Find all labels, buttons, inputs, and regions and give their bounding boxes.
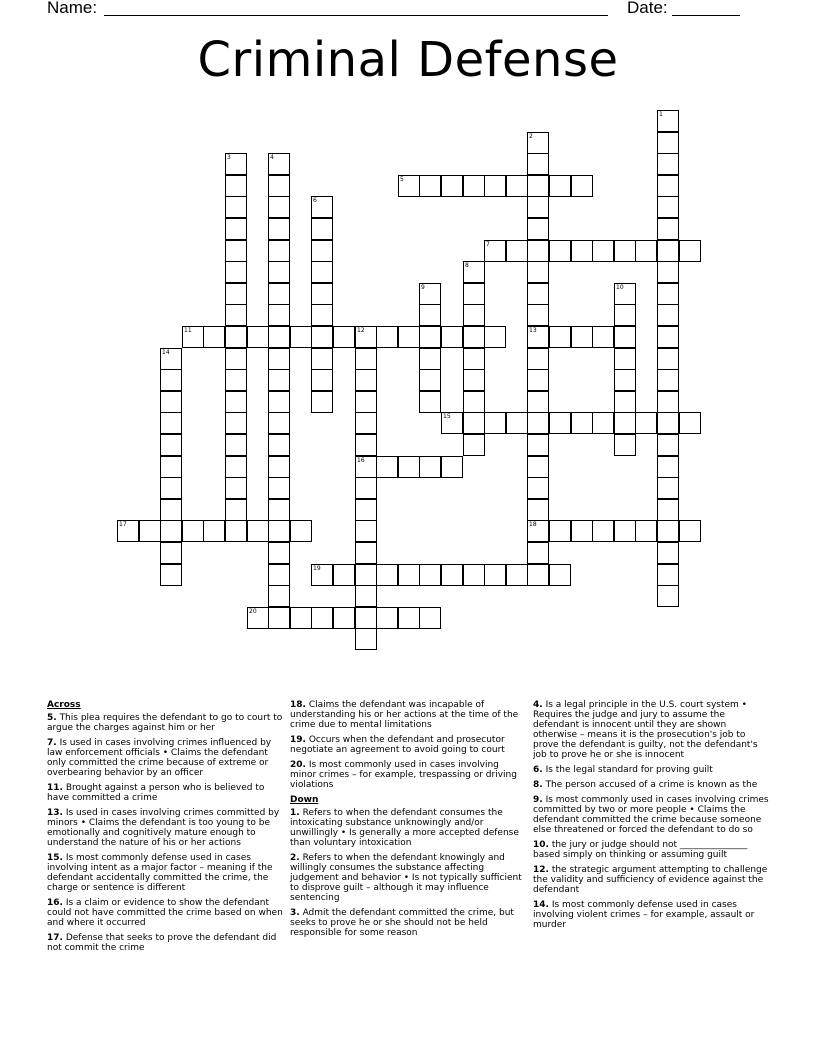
clue-number: 10 (616, 284, 624, 291)
crossword-cell[interactable] (527, 304, 549, 326)
crossword-cell[interactable] (527, 132, 549, 154)
clue-down-8: 8. The person accused of a crime is known as the (533, 780, 758, 790)
crossword-cell[interactable] (549, 520, 571, 542)
crossword-cell[interactable] (506, 240, 528, 262)
crossword-cell[interactable] (268, 240, 290, 262)
crossword-cell[interactable] (635, 520, 657, 542)
crossword-cell[interactable] (160, 391, 182, 413)
crossword-cell[interactable] (657, 175, 679, 197)
crossword-cell[interactable] (225, 218, 247, 240)
crossword-cell[interactable] (268, 607, 290, 629)
crossword-cell[interactable] (398, 456, 420, 478)
crossword-cell[interactable] (527, 326, 549, 348)
crossword-cell[interactable] (333, 326, 355, 348)
crossword-cell[interactable] (527, 564, 549, 586)
crossword-cell[interactable] (549, 175, 571, 197)
crossword-cell[interactable] (614, 348, 636, 370)
crossword-cell[interactable] (549, 326, 571, 348)
crossword-cell[interactable] (247, 520, 269, 542)
crossword-cell[interactable] (355, 564, 377, 586)
crossword-cell[interactable] (463, 283, 485, 305)
crossword-cell[interactable] (527, 153, 549, 175)
crossword-cell[interactable] (441, 564, 463, 586)
crossword-cell[interactable] (268, 218, 290, 240)
crossword-cell[interactable] (117, 520, 139, 542)
crossword-cell[interactable] (290, 520, 312, 542)
crossword-cell[interactable] (527, 499, 549, 521)
crossword-cell[interactable] (268, 542, 290, 564)
crossword-cell[interactable] (463, 304, 485, 326)
crossword-cell[interactable] (592, 412, 614, 434)
crossword-cell[interactable] (614, 240, 636, 262)
crossword-cell[interactable] (527, 412, 549, 434)
crossword-cell[interactable] (139, 520, 161, 542)
crossword-cell[interactable] (527, 283, 549, 305)
crossword-cell[interactable] (419, 607, 441, 629)
clue-number: 1 (659, 111, 663, 118)
clue-across-17: 17. Defense that seeks to prove the defendant did not commit the crime (47, 933, 277, 953)
crossword-cell[interactable] (657, 542, 679, 564)
crossword-cell[interactable] (290, 607, 312, 629)
clue-number: 2 (529, 133, 533, 140)
crossword-cell[interactable] (355, 391, 377, 413)
crossword-cell[interactable] (657, 499, 679, 521)
crossword-cell[interactable] (614, 391, 636, 413)
crossword-cell[interactable] (268, 520, 290, 542)
crossword-cell[interactable] (441, 326, 463, 348)
crossword-cell[interactable] (355, 369, 377, 391)
crossword-cell[interactable] (614, 412, 636, 434)
crossword-cell[interactable] (571, 175, 593, 197)
clue-across-5: 5. This plea requires the defendant to go to court to argue the charges against him or her (47, 713, 283, 733)
crossword-cell[interactable] (268, 585, 290, 607)
crossword-cell[interactable] (160, 564, 182, 586)
crossword-cell[interactable] (182, 326, 204, 348)
crossword-cell[interactable] (225, 434, 247, 456)
clue-down-14: 14. Is most commonly defense used in cases involving violent crimes – for example, assault or murder (533, 900, 755, 930)
crossword-cell[interactable] (311, 261, 333, 283)
crossword-cell[interactable] (463, 391, 485, 413)
crossword-cell[interactable] (527, 261, 549, 283)
crossword-cell[interactable] (657, 456, 679, 478)
crossword-cell[interactable] (160, 499, 182, 521)
crossword-cell[interactable] (441, 412, 463, 434)
clue-number: 3 (227, 154, 231, 161)
crossword-cell[interactable] (527, 434, 549, 456)
clue-across-16: 16. Is a claim or evidence to show the defendant could not have committed the crime based on when and where it occurred (47, 898, 283, 928)
crossword-cell[interactable] (311, 218, 333, 240)
crossword-cell[interactable] (225, 456, 247, 478)
name-label: Name: (47, 0, 98, 17)
crossword-cell[interactable] (268, 283, 290, 305)
crossword-cell[interactable] (657, 218, 679, 240)
crossword-cell[interactable] (419, 369, 441, 391)
crossword-cell[interactable] (657, 412, 679, 434)
crossword-cell[interactable] (527, 240, 549, 262)
crossword-cell[interactable] (268, 153, 290, 175)
clue-number: 5 (400, 176, 404, 183)
clue-across-20: 20. Is most commonly used in cases involving minor crimes – for example, trespassing or driving violations (290, 760, 517, 790)
down-heading: Down (290, 795, 319, 805)
crossword-cell[interactable] (355, 456, 377, 478)
crossword-cell[interactable] (463, 348, 485, 370)
crossword-cell[interactable] (355, 499, 377, 521)
crossword-cell[interactable] (225, 196, 247, 218)
crossword-cell[interactable] (463, 412, 485, 434)
crossword-cell[interactable] (247, 607, 269, 629)
crossword-cell[interactable] (355, 542, 377, 564)
crossword-cell[interactable] (657, 304, 679, 326)
crossword-cell[interactable] (203, 326, 225, 348)
crossword-cell[interactable] (268, 304, 290, 326)
clue-number: 19 (313, 565, 321, 572)
crossword-cell[interactable] (549, 564, 571, 586)
crossword-cell[interactable] (527, 456, 549, 478)
crossword-cell[interactable] (657, 585, 679, 607)
crossword-cell[interactable] (160, 456, 182, 478)
crossword-cell[interactable] (657, 261, 679, 283)
crossword-cell[interactable] (398, 175, 420, 197)
crossword-cell[interactable] (657, 477, 679, 499)
clue-down-9: 9. Is most commonly used in cases involving crimes committed by two or more people • Claims the defendant committed the crime because someone else threatened or forced the defendant to do so (533, 795, 769, 835)
crossword-cell[interactable] (484, 175, 506, 197)
date-label: Date: (627, 0, 668, 17)
crossword-cell[interactable] (419, 564, 441, 586)
crossword-cell[interactable] (225, 391, 247, 413)
crossword-cell[interactable] (160, 369, 182, 391)
crossword-cell[interactable] (225, 326, 247, 348)
crossword-cell[interactable] (484, 412, 506, 434)
crossword-cell[interactable] (484, 564, 506, 586)
clue-down-12: 12. the strategic argument attempting to challenge the validity and sufficiency of evidence against the defendant (533, 865, 768, 895)
crossword-cell[interactable] (527, 520, 549, 542)
crossword-cell[interactable] (506, 175, 528, 197)
crossword-cell[interactable] (355, 628, 377, 650)
crossword-cell[interactable] (355, 607, 377, 629)
clue-down-3: 3. Admit the defendant committed the crime, but seeks to prove he or she should not be held responsible for some reason (290, 908, 514, 938)
crossword-cell[interactable] (268, 326, 290, 348)
crossword-cell[interactable] (592, 326, 614, 348)
crossword-cell[interactable] (376, 564, 398, 586)
crossword-cell[interactable] (268, 261, 290, 283)
crossword-cell[interactable] (657, 196, 679, 218)
crossword-cell[interactable] (527, 477, 549, 499)
crossword-cell[interactable] (657, 348, 679, 370)
crossword-cell[interactable] (527, 218, 549, 240)
crossword-cell[interactable] (311, 196, 333, 218)
crossword-cell[interactable] (657, 132, 679, 154)
crossword-cell[interactable] (484, 240, 506, 262)
crossword-cell[interactable] (225, 477, 247, 499)
crossword-cell[interactable] (268, 412, 290, 434)
clue-number: 9 (421, 284, 425, 291)
crossword-cell[interactable] (527, 542, 549, 564)
crossword-cell[interactable] (419, 348, 441, 370)
crossword-cell[interactable] (657, 110, 679, 132)
clue-number: 15 (443, 413, 451, 420)
crossword-cell[interactable] (657, 434, 679, 456)
crossword-cell[interactable] (268, 175, 290, 197)
crossword-cell[interactable] (463, 326, 485, 348)
crossword-cell[interactable] (614, 326, 636, 348)
crossword-cell[interactable] (203, 520, 225, 542)
clues-column-2 (290, 700, 526, 943)
crossword-cell[interactable] (549, 240, 571, 262)
crossword-cell[interactable] (614, 283, 636, 305)
crossword-cell[interactable] (571, 240, 593, 262)
crossword-cell[interactable] (355, 585, 377, 607)
crossword-cell[interactable] (225, 240, 247, 262)
crossword-cell[interactable] (268, 391, 290, 413)
crossword-cell[interactable] (635, 240, 657, 262)
crossword-cell[interactable] (268, 196, 290, 218)
crossword-cell[interactable] (679, 520, 701, 542)
crossword-cell[interactable] (441, 175, 463, 197)
crossword-cell[interactable] (225, 261, 247, 283)
clue-number: 14 (162, 349, 170, 356)
crossword-cell[interactable] (268, 477, 290, 499)
crossword-cell[interactable] (527, 348, 549, 370)
crossword-cell[interactable] (527, 369, 549, 391)
crossword-cell[interactable] (311, 283, 333, 305)
clue-across-19: 19. Occurs when the defendant and prosecutor negotiate an agreement to avoid going to court (290, 735, 505, 755)
crossword-cell[interactable] (419, 326, 441, 348)
crossword-cell[interactable] (441, 456, 463, 478)
crossword-cell[interactable] (614, 369, 636, 391)
crossword-cell[interactable] (268, 348, 290, 370)
crossword-cell[interactable] (225, 283, 247, 305)
crossword-cell[interactable] (355, 520, 377, 542)
crossword-cell[interactable] (419, 304, 441, 326)
crossword-cell[interactable] (311, 304, 333, 326)
crossword-cell[interactable] (484, 326, 506, 348)
crossword-cell[interactable] (268, 434, 290, 456)
crossword-cell[interactable] (333, 607, 355, 629)
crossword-cell[interactable] (506, 564, 528, 586)
crossword-cell[interactable] (376, 326, 398, 348)
crossword-cell[interactable] (398, 326, 420, 348)
clue-number: 18 (529, 521, 537, 528)
crossword-cell[interactable] (549, 412, 571, 434)
crossword-cell[interactable] (311, 369, 333, 391)
crossword-cell[interactable] (225, 175, 247, 197)
crossword-cell[interactable] (355, 434, 377, 456)
clue-across-7: 7. Is used in cases involving crimes influenced by law enforcement officials • Claims the defendant only committed the crime because of extreme or overbearing behavior by an officer (47, 738, 272, 778)
crossword-cell[interactable] (376, 607, 398, 629)
clue-number: 7 (486, 241, 490, 248)
crossword-cell[interactable] (225, 348, 247, 370)
crossword-cell[interactable] (268, 456, 290, 478)
crossword-cell[interactable] (355, 326, 377, 348)
crossword-cell[interactable] (419, 391, 441, 413)
clue-down-10: 10. the jury or judge should not _______________ based simply on thinking or assuming guilt (533, 840, 748, 860)
crossword-cell[interactable] (571, 412, 593, 434)
crossword-cell[interactable] (333, 564, 355, 586)
clue-number: 8 (465, 262, 469, 269)
crossword-cell[interactable] (311, 607, 333, 629)
clue-across-15: 15. Is most commonly defense used in cases involving intent as a major factor – meaning if the defendant accidentally committed the crime, the charge or sentence is different (47, 853, 273, 893)
crossword-cell[interactable] (355, 477, 377, 499)
crossword-cell[interactable] (247, 326, 269, 348)
clue-down-6: 6. Is the legal standard for proving guilt (533, 765, 713, 775)
crossword-cell[interactable] (376, 456, 398, 478)
crossword-cell[interactable] (527, 391, 549, 413)
crossword-cell[interactable] (398, 607, 420, 629)
crossword-cell[interactable] (311, 564, 333, 586)
crossword-cell[interactable] (398, 564, 420, 586)
clue-across-11: 11. Brought against a person who is believed to have committed a crime (47, 783, 265, 803)
crossword-cell[interactable] (463, 175, 485, 197)
crossword-cell[interactable] (160, 434, 182, 456)
crossword-cell[interactable] (225, 369, 247, 391)
crossword-cell[interactable] (657, 283, 679, 305)
crossword-cell[interactable] (527, 196, 549, 218)
crossword-cell[interactable] (225, 304, 247, 326)
clue-down-4: 4. Is a legal principle in the U.S. court system • Requires the judge and jury to assume the defendant is innocent until they are shown otherwise – means it is the prosecution's job to prove the defendant is guilty, not the defendant's job to prove he or she is innocent (533, 700, 758, 760)
crossword-cell[interactable] (160, 412, 182, 434)
crossword-cell[interactable] (614, 520, 636, 542)
crossword-cell[interactable] (311, 326, 333, 348)
crossword-cell[interactable] (160, 477, 182, 499)
clue-number: 12 (357, 327, 365, 334)
clue-across-13: 13. Is used in cases involving crimes committed by minors • Claims the defendant is too young to be emotionally and cognitively mature enough to understand the nature of his or her actions (47, 808, 280, 848)
crossword-cell[interactable] (225, 412, 247, 434)
clue-across-18: 18. Claims the defendant was incapable of understanding his or her actions at the time of the crime due to mental limitations (290, 700, 519, 730)
crossword-cell[interactable] (419, 456, 441, 478)
clue-number: 4 (270, 154, 274, 161)
crossword-cell[interactable] (506, 412, 528, 434)
crossword-cell[interactable] (657, 564, 679, 586)
crossword-cell[interactable] (419, 175, 441, 197)
crossword-cell[interactable] (657, 153, 679, 175)
clue-down-1: 1. Refers to when the defendant consumes the intoxicating substance unknowingly and/or unwillingly • Is generally a more accepted defense than voluntary intoxication (290, 808, 519, 848)
clue-down-2: 2. Refers to when the defendant knowingly and willingly consumes the substance affecting judgement and behavior • Is not typically sufficient to disprove guilt – although it may influence sentencing (290, 853, 522, 903)
crossword-cell[interactable] (311, 348, 333, 370)
clue-number: 16 (357, 457, 365, 464)
crossword-cell[interactable] (290, 326, 312, 348)
crossword-cell[interactable] (635, 412, 657, 434)
crossword-cell[interactable] (592, 520, 614, 542)
crossword-cell[interactable] (463, 261, 485, 283)
clue-number: 17 (119, 521, 127, 528)
crossword-cell[interactable] (225, 520, 247, 542)
crossword-cell[interactable] (160, 520, 182, 542)
crossword-cell[interactable] (268, 564, 290, 586)
clues-column-1 (47, 700, 283, 958)
crossword-cell[interactable] (679, 240, 701, 262)
crossword-cell[interactable] (463, 564, 485, 586)
crossword-cell[interactable] (657, 326, 679, 348)
crossword-cell[interactable] (657, 391, 679, 413)
crossword-cell[interactable] (268, 369, 290, 391)
crossword-cell[interactable] (657, 520, 679, 542)
page-title: Criminal Defense (197, 32, 619, 88)
crossword-cell[interactable] (571, 520, 593, 542)
crossword-cell[interactable] (657, 369, 679, 391)
crossword-cell[interactable] (614, 304, 636, 326)
crossword-cell[interactable] (614, 434, 636, 456)
crossword-cell[interactable] (463, 434, 485, 456)
crossword-cell[interactable] (419, 283, 441, 305)
crossword-cell[interactable] (657, 240, 679, 262)
crossword-cell[interactable] (225, 499, 247, 521)
crossword-cell[interactable] (527, 175, 549, 197)
crossword-cell[interactable] (311, 391, 333, 413)
crossword-cell[interactable] (571, 326, 593, 348)
clue-number: 13 (529, 327, 537, 334)
crossword-cell[interactable] (182, 520, 204, 542)
crossword-cell[interactable] (463, 369, 485, 391)
crossword-cell[interactable] (355, 412, 377, 434)
crossword-cell[interactable] (160, 348, 182, 370)
clue-number: 6 (313, 197, 317, 204)
crossword-cell[interactable] (268, 499, 290, 521)
across-heading: Across (47, 700, 81, 710)
crossword-cell[interactable] (225, 153, 247, 175)
crossword-cell[interactable] (311, 240, 333, 262)
clues-column-3 (533, 700, 769, 935)
clue-number: 11 (184, 327, 192, 334)
crossword-cell[interactable] (679, 412, 701, 434)
crossword-cell[interactable] (355, 348, 377, 370)
clue-number: 20 (249, 608, 257, 615)
crossword-cell[interactable] (160, 542, 182, 564)
crossword-cell[interactable] (592, 240, 614, 262)
